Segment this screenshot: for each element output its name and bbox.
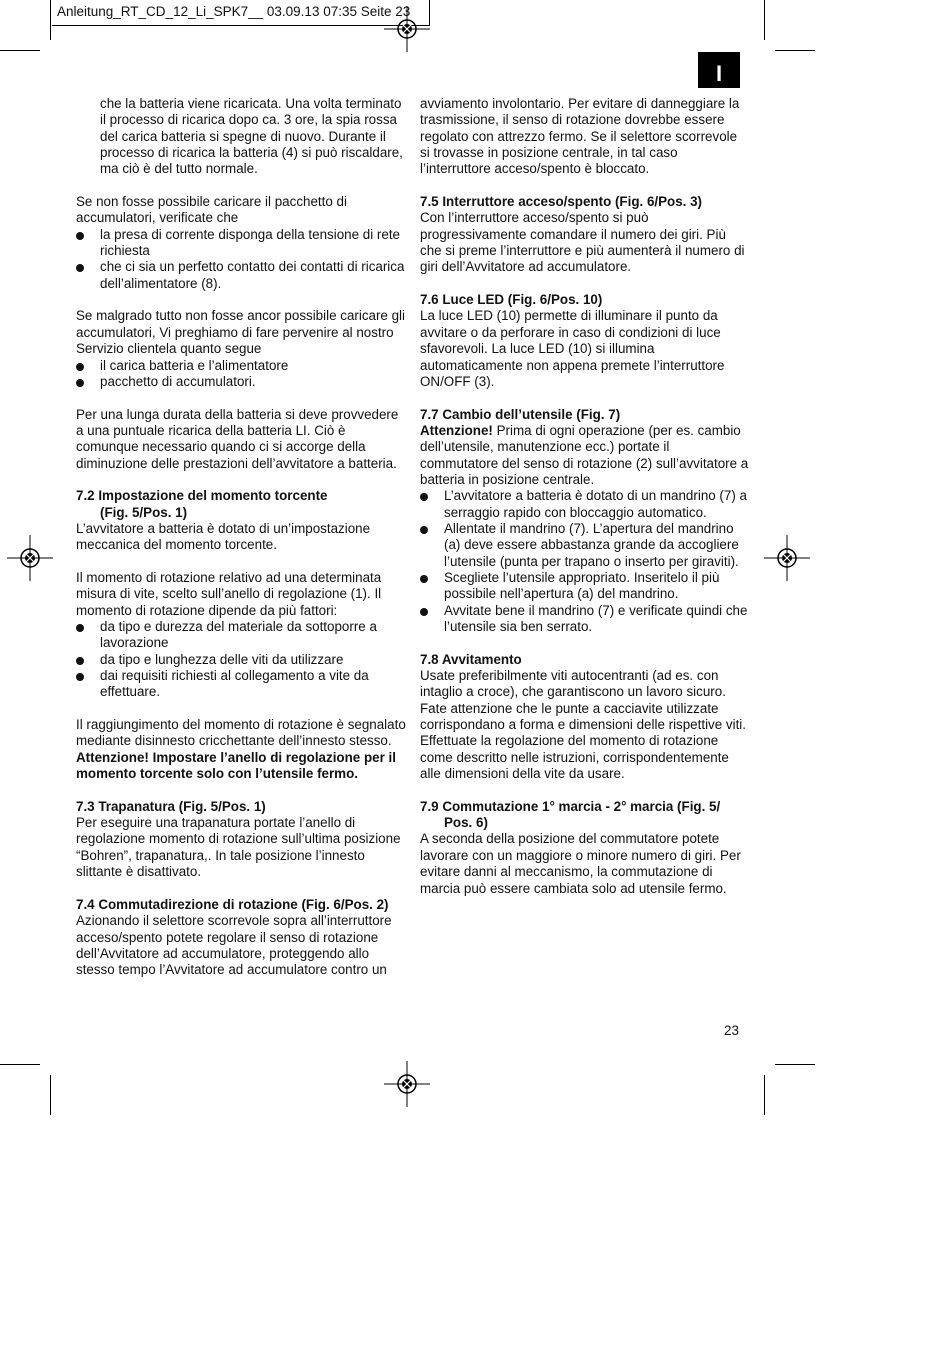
heading-7-2-line2: (Fig. 5/Pos. 1) [100, 504, 188, 520]
paragraph-charging-continued: che la batteria viene ricaricata. Una volta terminato il processo di ricarica dopo ca. 3 ore, la spia rossa del carica batteria si spegne di nuovo. Durante il processo di ricarica la batteria (4) si può riscaldare, ma ciò è del tutto normale. [100, 96, 403, 177]
heading-7-3: 7.3 Trapanatura (Fig. 5/Pos. 1) [76, 798, 266, 814]
paragraph-rotation-continued: avviamento involontario. Per evitare di danneggiare la trasmissione, il senso di rotazione dovrebbe essere regolato con attrezzo fermo. Se il selettore scorrevole si trovasse in posizione centrale, in tal caso l’interruttore acceso/spento è bloccato. [420, 96, 740, 177]
paragraph-check-intro: Se non fosse possibile caricare il pacchetto di accumulatori, verificate che [76, 194, 347, 226]
crop-mark-bottom-right-h [775, 1064, 815, 1065]
list-item: da tipo e lunghezza delle viti da utilizzare [76, 652, 406, 668]
list-item: dai requisiti richiesti al collegamento a vite da effettuare. [76, 668, 406, 701]
paragraph-service: Se malgrado tutto non fosse ancor possibile caricare gli accumulatori, Vi preghiamo di fare pervenire al nostro Servizio clientela quanto segue [76, 308, 405, 357]
crop-mark-bottom-right-v [764, 1075, 765, 1115]
crop-mark-bottom-left-h [0, 1064, 40, 1065]
list-item: L’avvitatore a batteria è dotato di un mandrino (7) a serraggio rapido con bloccaggio automatico. [420, 488, 750, 521]
crop-mark-top-right-h [775, 50, 815, 51]
right-column [420, 96, 750, 913]
check-list [76, 227, 406, 292]
paragraph-battery-life: Per una lunga durata della batteria si deve provvedere a una puntuale ricarica della batteria LI. Ciò è comunque necessario quando ci si accorge della diminuzione delle prestazioni dell’avvitatore a batteria. [76, 406, 399, 471]
paragraph-7-9: A seconda della posizione del commutatore potete lavorare con un maggiore o minore numero di giri. Per evitare danni al meccanismo, la commutazione di marcia può essere cambiata solo ad utensile fermo. [420, 831, 741, 896]
registration-mark-bottom-icon [384, 1061, 430, 1107]
warning-label: Attenzione! [420, 422, 493, 438]
paragraph-7-6: La luce LED (10) permette di illuminare il punto da avvitare o da perforare in caso di condizioni di luce sfavorevoli. La luce LED (10) si illumina automaticamente non appena premete l’interruttore ON/OFF (3). [420, 308, 725, 389]
list-item: da tipo e durezza del materiale da sottoporre a lavorazione [76, 619, 406, 652]
heading-7-9-line2: Pos. 6) [444, 815, 488, 831]
heading-7-5: 7.5 Interruttore acceso/spento (Fig. 6/Pos. 3) [420, 194, 703, 210]
list-item: il carica batteria e l’alimentatore [76, 358, 406, 374]
heading-7-9-line1: 7.9 Commutazione 1° marcia - 2° marcia (Fig. 5/ [420, 798, 721, 814]
heading-7-2-line1: 7.2 Impostazione del momento torcente [76, 488, 328, 504]
warning-7-7 [420, 423, 750, 488]
service-list [76, 358, 406, 391]
tool-change-list [420, 488, 750, 635]
warning-text: Prima di ogni operazione (per es. cambio dell’utensile, manutenzione ecc.) portate il commutatore del senso di rotazione (2) sull’avvitatore a batteria in posizione centrale. [420, 422, 749, 487]
page-number: 23 [724, 1023, 739, 1038]
heading-7-2 [76, 488, 406, 521]
factors-list [76, 619, 406, 701]
list-item: che ci sia un perfetto contatto dei contatti di ricarica dell’alimentatore (8). [76, 259, 406, 292]
paragraph-7-2-ratchet: Il raggiungimento del momento di rotazione è segnalato mediante disinnesto cricchettante dell’innesto stesso. [76, 717, 406, 749]
heading-7-6: 7.6 Luce LED (Fig. 6/Pos. 10) [420, 292, 603, 308]
list-item: Avvitate bene il mandrino (7) e verificate quindi che l’utensile sia ben serrato. [420, 603, 750, 636]
list-item: Allentate il mandrino (7). L’apertura del mandrino (a) deve essere abbastanza grande da accogliere l’utensile (punta per trapano o inserto per giraviti). [420, 521, 750, 570]
crop-mark-top-left-h [0, 50, 40, 51]
paragraph-7-4: Azionando il selettore scorrevole sopra all’interruttore acceso/spento potete regolare il senso di rotazione dell’Avvitatore ad accumulatore, proteggendo allo stesso tempo l’Avvitatore ad accumulatore contro un [76, 913, 392, 978]
list-item: la presa di corrente disponga della tensione di rete richiesta [76, 227, 406, 260]
heading-7-4: 7.4 Commutadirezione di rotazione (Fig. 6/Pos. 2) [76, 896, 389, 912]
language-tab: I [698, 52, 740, 88]
registration-mark-right-icon [764, 535, 810, 581]
paragraph-7-8: Usate preferibilmente viti autocentranti (ad es. con intaglio a croce), che garantiscono un lavoro sicuro. Fate attenzione che le punte a cacciavite utilizzate corrispondano a forma e dimensioni delle rispettive viti. Effettuate la regolazione del momento di rotazione come descritto nelle istruzioni, corrispondentemente alle dimensioni della vite da usare. [420, 668, 746, 782]
registration-mark-top-icon [384, 6, 430, 52]
list-item: pacchetto di accumulatori. [76, 374, 406, 390]
heading-7-9 [420, 799, 750, 832]
list-item: Scegliete l’utensile appropriato. Inseritelo il più possibile nell’apertura (a) del mandrino. [420, 570, 750, 603]
warning-7-2: Attenzione! Impostare l’anello di regolazione per il momento torcente solo con l’utensile fermo. [76, 749, 396, 782]
heading-7-7: 7.7 Cambio dell’utensile (Fig. 7) [420, 406, 621, 422]
print-slug: Anleitung_RT_CD_12_Li_SPK7__ 03.09.13 07:35 Seite 23 [52, 0, 430, 26]
left-column [76, 96, 406, 995]
paragraph-7-3: Per eseguire una trapanatura portate l’anello di regolazione momento di rotazione sull’ultima posizione “Bohren”, trapanatura,. In tale posizione l’innesto slittante è disattivato. [76, 815, 401, 880]
paragraph-7-2-factors: Il momento di rotazione relativo ad una determinata misura di vite, scelto sull’anello di regolazione (1). Il momento di rotazione dipende da più fattori: [76, 569, 382, 618]
crop-mark-bottom-left-v [50, 1075, 51, 1115]
paragraph-7-2-intro: L’avvitatore a batteria è dotato di un’impostazione meccanica del momento torcente. [76, 520, 371, 553]
registration-mark-left-icon [7, 535, 53, 581]
heading-7-8: 7.8 Avvitamento [420, 651, 522, 667]
paragraph-7-5: Con l’interruttore acceso/spento si può progressivamente comandare il numero dei giri. Più che si preme l’interruttore e più aumenterà il numero di giri dell’Avvitatore ad accumulatore. [420, 210, 745, 275]
crop-mark-top-left-v [50, 0, 51, 40]
crop-mark-top-right-v [764, 0, 765, 40]
